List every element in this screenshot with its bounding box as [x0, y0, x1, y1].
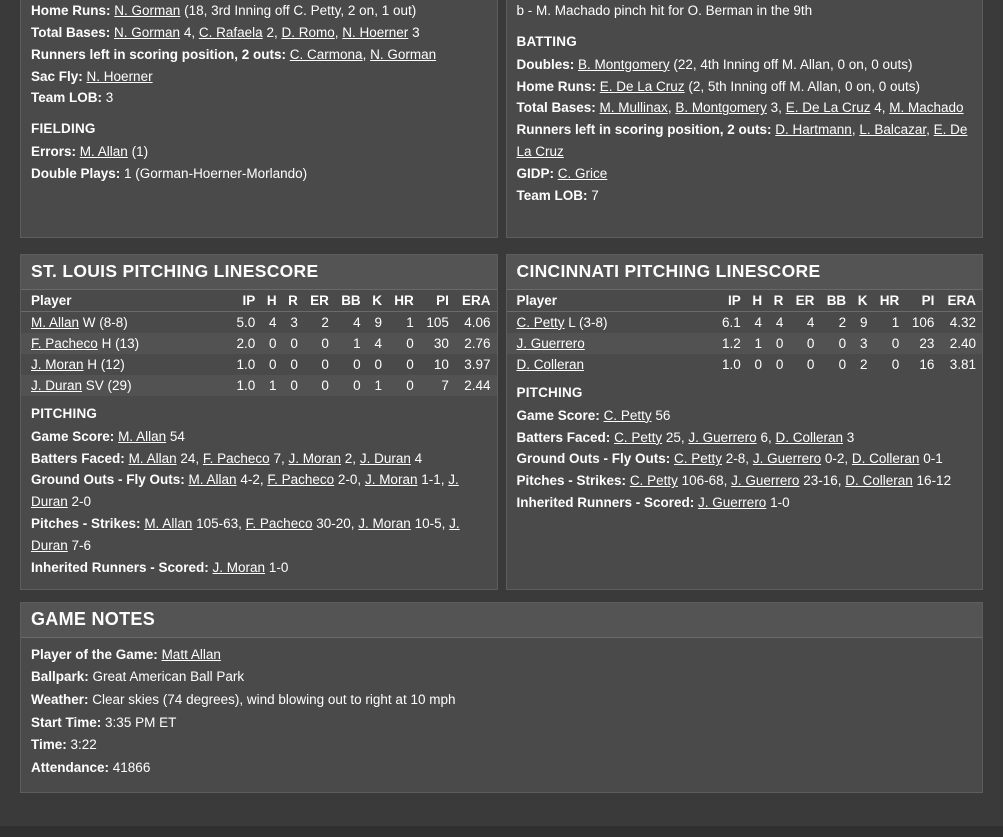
- home-tb-player-1[interactable]: M. Mullinax: [599, 100, 668, 116]
- home-risp-label: Runners left in scoring position, 2 outs:: [516, 122, 772, 138]
- ballpark-value: Great American Ball Park: [92, 669, 245, 685]
- away-go-player-2[interactable]: F. Pacheco: [267, 472, 335, 488]
- away-team-lob-value: 3: [105, 90, 114, 106]
- hr: 0: [873, 333, 905, 354]
- h: 4: [269, 314, 277, 330]
- away-go-value-4: 2-0: [71, 494, 92, 510]
- away-ps-value-4: 7-6: [71, 538, 92, 554]
- away-risp-player-1[interactable]: C. Carmona: [289, 46, 363, 62]
- home-doubles-detail: (22, 4th Inning off M. Allan, 0 on, 0 outs): [673, 56, 913, 72]
- attendance-label: Attendance:: [31, 760, 110, 776]
- away-errors-line: [31, 141, 487, 163]
- away-pitching-table: [21, 290, 497, 396]
- home-doubles-line: [517, 54, 973, 76]
- home-tb-sep-1: ,: [667, 100, 672, 116]
- bb: 0: [838, 356, 847, 372]
- col-h: H: [747, 290, 768, 312]
- r: 0: [283, 333, 304, 354]
- away-bf-value-4: 4: [414, 450, 423, 466]
- away-ps-player-3[interactable]: J. Moran: [358, 516, 411, 532]
- table-row: [21, 333, 497, 354]
- away-go-value-1: 4-2,: [240, 472, 264, 488]
- table-row: [507, 354, 983, 375]
- potg-player[interactable]: Matt Allan: [161, 646, 221, 662]
- r: 0: [775, 356, 784, 372]
- col-pi: PI: [905, 290, 940, 312]
- home-ps-player-3[interactable]: D. Colleran: [845, 473, 913, 489]
- away-batting-summary-panel: [20, 0, 498, 238]
- home-gidp-label: GIDP:: [516, 166, 555, 182]
- h: 0: [754, 356, 763, 372]
- home-batters-faced-line: [517, 427, 973, 449]
- col-bb: BB: [335, 290, 367, 312]
- away-total-bases-label: Total Bases:: [31, 24, 111, 40]
- table-row: [21, 311, 497, 333]
- home-go-player-3[interactable]: D. Colleran: [851, 451, 920, 467]
- away-pitching-notes: [21, 396, 497, 589]
- player-link[interactable]: J. Guerrero: [516, 335, 585, 351]
- away-tb-player-3[interactable]: D. Romo: [281, 24, 335, 40]
- bb: 0: [820, 333, 852, 354]
- away-game-score-line: [31, 426, 487, 448]
- home-risp-line: [517, 119, 973, 163]
- decision: L (3-8): [568, 314, 608, 330]
- k: 0: [374, 356, 382, 372]
- pi: 30: [420, 333, 455, 354]
- away-home-runs-detail: (18, 3rd Inning off C. Petty, 2 on, 1 out): [184, 3, 417, 18]
- away-tb-value-3: ,: [334, 24, 339, 40]
- away-ground-fly-line: [31, 469, 487, 513]
- away-home-runs-label: Home Runs:: [31, 3, 111, 18]
- home-pitches-strikes-line: [517, 470, 973, 492]
- player-of-the-game-line: [31, 644, 972, 667]
- home-risp-sep-2: ,: [926, 122, 930, 138]
- r: 0: [283, 375, 304, 396]
- era: 2.44: [455, 375, 497, 396]
- time-label: Time:: [31, 737, 67, 753]
- hr: 1: [891, 314, 900, 330]
- er: 4: [806, 314, 815, 330]
- decision: H (12): [87, 356, 125, 372]
- home-go-value-1: 2-8,: [725, 451, 750, 467]
- hr: 0: [388, 333, 420, 354]
- home-pitching-panel: [506, 254, 984, 590]
- away-ps-player-2[interactable]: F. Pacheco: [245, 516, 313, 532]
- time-line: [31, 734, 972, 757]
- home-pitching-notes: [507, 375, 983, 580]
- k: 4: [367, 333, 388, 354]
- away-inherited-runners-line: [31, 557, 487, 579]
- time-value: 3:22: [70, 737, 97, 753]
- home-total-bases-line: [517, 97, 973, 119]
- bb: 0: [335, 375, 367, 396]
- home-go-player-1[interactable]: C. Petty: [674, 451, 723, 467]
- home-tb-player-2[interactable]: B. Montgomery: [675, 100, 767, 116]
- col-k: K: [852, 290, 873, 312]
- era: 3.81: [949, 356, 976, 372]
- bb: 1: [335, 333, 367, 354]
- away-risp-label: Runners left in scoring position, 2 outs:: [31, 46, 287, 62]
- home-batting-title: BATTING: [516, 33, 577, 49]
- bb: 2: [838, 314, 847, 330]
- home-ps-value-2: 23-16,: [803, 473, 842, 489]
- col-hr: HR: [388, 290, 420, 312]
- pi: 7: [420, 375, 455, 396]
- weather-label: Weather:: [31, 692, 89, 708]
- away-pitching-title: PITCHING: [31, 405, 98, 421]
- player-link[interactable]: D. Colleran: [516, 356, 585, 372]
- k: 3: [852, 333, 873, 354]
- ballpark-line: [31, 666, 972, 689]
- col-er: ER: [304, 290, 335, 312]
- er: 0: [789, 333, 820, 354]
- home-tb-value-2: 3,: [770, 100, 782, 116]
- home-inherited-runners-line: [517, 492, 973, 514]
- col-k: K: [367, 290, 388, 312]
- game-notes-header: GAME NOTES: [21, 603, 982, 638]
- away-pitcher-cell-0: [21, 311, 230, 333]
- h: 0: [261, 333, 282, 354]
- er: 0: [806, 356, 815, 372]
- home-home-runs-detail: (2, 5th Inning off M. Allan, 0 on, 0 outs): [688, 78, 920, 94]
- away-go-player-4[interactable]: J. Duran: [31, 472, 459, 510]
- player-link[interactable]: F. Pacheco: [31, 335, 98, 351]
- away-errors-label: Errors:: [31, 144, 77, 160]
- away-team-lob-label: Team LOB:: [31, 90, 103, 106]
- home-doubles-label: Doubles:: [516, 56, 575, 72]
- player-link[interactable]: J. Duran: [31, 377, 83, 393]
- home-go-player-2[interactable]: J. Guerrero: [752, 451, 822, 467]
- home-total-bases-label: Total Bases:: [516, 100, 596, 116]
- away-errors-detail: (1): [131, 144, 149, 160]
- away-go-value-2: 2-0,: [337, 472, 362, 488]
- table-row: [507, 333, 983, 354]
- r: 3: [290, 314, 298, 330]
- k: 9: [374, 314, 382, 330]
- pi: 105: [426, 314, 449, 330]
- home-team-lob-value: 7: [591, 187, 599, 203]
- era: 4.32: [949, 314, 976, 330]
- away-irs-label: Inherited Runners - Scored:: [31, 559, 209, 575]
- col-pi: PI: [420, 290, 455, 312]
- home-irs-label: Inherited Runners - Scored:: [516, 495, 695, 511]
- away-fielding-title: FIELDING: [31, 121, 96, 137]
- away-double-plays-detail: 1 (Gorman-Hoerner-Morlando): [124, 166, 308, 182]
- h: 0: [269, 356, 277, 372]
- era: 2.76: [455, 333, 497, 354]
- away-home-runs-line: [31, 0, 487, 22]
- home-pitcher-cell-0: [507, 311, 716, 333]
- ip: 2.0: [230, 333, 261, 354]
- away-ps-player-4[interactable]: J. Duran: [31, 516, 460, 554]
- away-ps-player-1[interactable]: M. Allan: [144, 516, 193, 532]
- away-tb-player-4[interactable]: N. Hoerner: [342, 24, 409, 40]
- away-pitching-header-row: [21, 290, 497, 312]
- away-go-value-3: 1-1,: [421, 472, 445, 488]
- ip: 5.0: [236, 314, 256, 330]
- away-risp-sep: ,: [362, 46, 367, 62]
- game-notes-body: [21, 638, 982, 792]
- home-bf-player-1[interactable]: C. Petty: [614, 429, 663, 445]
- era: 3.97: [464, 356, 491, 372]
- hr: 0: [388, 375, 420, 396]
- pi: 106: [911, 314, 935, 330]
- home-home-runs-player[interactable]: E. De La Cruz: [599, 78, 685, 94]
- away-game-score-label: Game Score:: [31, 428, 115, 444]
- home-team-lob-line: [517, 185, 973, 207]
- top-summary-row: [0, 0, 1003, 238]
- home-bf-value-2: 6,: [760, 429, 772, 445]
- away-pitching-header: ST. LOUIS PITCHING LINESCORE: [21, 255, 497, 290]
- start-time-line: [31, 712, 972, 735]
- table-row: [21, 354, 497, 375]
- away-risp-player-2[interactable]: N. Gorman: [370, 46, 437, 62]
- away-tb-value-1: 4,: [183, 24, 196, 40]
- ip: 1.0: [230, 375, 261, 396]
- away-sac-fly-player[interactable]: N. Hoerner: [86, 68, 153, 84]
- away-tb-player-2[interactable]: C. Rafaela: [198, 24, 263, 40]
- home-pitching-header-row: [507, 290, 983, 312]
- pi: 23: [905, 333, 940, 354]
- away-go-player-3[interactable]: J. Moran: [364, 472, 418, 488]
- start-time-value: 3:35 PM ET: [105, 714, 177, 730]
- home-team-lob-label: Team LOB:: [516, 187, 588, 203]
- away-sac-fly-line: [31, 66, 487, 88]
- away-bf-value-3: 2,: [344, 450, 357, 466]
- ip: 1.0: [721, 356, 741, 372]
- away-sac-fly-label: Sac Fly:: [31, 68, 83, 84]
- away-tb-value-4: 3: [412, 24, 420, 40]
- home-home-runs-label: Home Runs:: [516, 78, 597, 94]
- home-risp-player-2[interactable]: L. Balcazar: [859, 122, 927, 138]
- away-go-player-1[interactable]: M. Allan: [188, 472, 237, 488]
- away-pitches-strikes-line: [31, 513, 487, 557]
- potg-label: Player of the Game:: [31, 646, 158, 662]
- col-ip: IP: [230, 290, 261, 312]
- away-ps-value-1: 105-63,: [196, 516, 242, 532]
- home-bf-value-1: 25,: [665, 429, 685, 445]
- decision: W (8-8): [82, 314, 128, 330]
- ip: 1.0: [236, 356, 256, 372]
- hr: 1: [406, 314, 414, 330]
- h: 4: [754, 314, 763, 330]
- away-pitcher-cell-3: [21, 375, 230, 396]
- h: 1: [261, 375, 282, 396]
- home-gidp-line: [517, 163, 973, 185]
- ip: 6.1: [721, 314, 741, 330]
- away-ps-value-3: 10-5,: [414, 516, 446, 532]
- player-link[interactable]: M. Allan: [31, 314, 80, 330]
- away-bf-value-2: 7,: [273, 450, 285, 466]
- start-time-label: Start Time:: [31, 714, 102, 730]
- col-hr: HR: [873, 290, 905, 312]
- away-irs-value-1: 1-0: [268, 559, 289, 575]
- home-game-score-value: 56: [655, 407, 671, 423]
- game-notes-wrap: [0, 590, 1003, 793]
- bb: 4: [353, 314, 361, 330]
- bottom-bar: [0, 826, 1003, 837]
- ip: 1.2: [716, 333, 747, 354]
- home-tb-player-4[interactable]: M. Machado: [889, 100, 964, 116]
- weather-line: [31, 689, 972, 712]
- home-bf-player-2[interactable]: J. Guerrero: [688, 429, 757, 445]
- attendance-value: 41866: [112, 760, 151, 776]
- away-tb-value-2: 2,: [266, 24, 278, 40]
- table-row: [507, 311, 983, 333]
- col-r: R: [768, 290, 789, 312]
- k: 2: [859, 356, 868, 372]
- home-risp-sep-1: ,: [851, 122, 856, 138]
- away-game-score-value: 54: [169, 428, 185, 444]
- col-h: H: [261, 290, 282, 312]
- home-game-score-line: [517, 405, 973, 427]
- era: 4.06: [464, 314, 491, 330]
- h: 1: [747, 333, 768, 354]
- home-irs-value-1: 1-0: [770, 495, 790, 511]
- home-tb-player-3[interactable]: E. De La Cruz: [785, 100, 871, 116]
- away-ps-value-2: 30-20,: [316, 516, 355, 532]
- col-player: Player: [21, 290, 230, 312]
- home-tb-value-3: 4,: [874, 100, 886, 116]
- pi: 10: [433, 356, 449, 372]
- away-home-runs-player[interactable]: N. Gorman: [114, 3, 181, 18]
- home-game-score-label: Game Score:: [516, 407, 600, 423]
- bb: 0: [353, 356, 361, 372]
- away-bf-label: Batters Faced:: [31, 450, 125, 466]
- r: 0: [290, 356, 298, 372]
- home-risp-player-1[interactable]: D. Hartmann: [775, 122, 852, 138]
- home-pitching-header: CINCINNATI PITCHING LINESCORE: [507, 255, 983, 290]
- home-risp-player-3[interactable]: E. De La Cruz: [516, 122, 968, 160]
- k: 9: [859, 314, 868, 330]
- er: 2: [321, 314, 329, 330]
- home-gidp-player[interactable]: C. Grice: [557, 166, 608, 182]
- home-go-value-2: 0-2,: [824, 451, 849, 467]
- col-bb: BB: [820, 290, 852, 312]
- home-go-value-3: 0-1: [923, 451, 943, 467]
- home-irs-player-1[interactable]: J. Guerrero: [698, 495, 767, 511]
- r: 4: [775, 314, 784, 330]
- away-team-lob-line: [31, 87, 487, 109]
- away-errors-player[interactable]: M. Allan: [79, 144, 128, 160]
- home-pitching-title: PITCHING: [516, 384, 583, 400]
- away-pitching-panel: [20, 254, 498, 590]
- home-ps-value-1: 106-68,: [681, 473, 728, 489]
- away-tb-player-1[interactable]: N. Gorman: [114, 24, 181, 40]
- col-player: Player: [507, 290, 716, 312]
- away-irs-player-1[interactable]: J. Moran: [212, 559, 266, 575]
- er: 0: [304, 333, 335, 354]
- col-era: ERA: [455, 290, 497, 312]
- away-double-plays-line: [31, 163, 487, 185]
- hr: 0: [406, 356, 414, 372]
- col-era: ERA: [940, 290, 982, 312]
- away-go-label: Ground Outs - Fly Outs:: [31, 472, 185, 488]
- home-pitcher-cell-2: [507, 354, 716, 375]
- bottom-spacer: [0, 793, 1003, 807]
- home-ps-value-3: 16-12: [916, 473, 952, 489]
- game-notes-panel: [20, 602, 983, 793]
- ballpark-label: Ballpark:: [31, 669, 89, 685]
- hr: 0: [891, 356, 900, 372]
- pitching-linescore-row: [0, 254, 1003, 590]
- era: 2.40: [940, 333, 982, 354]
- col-er: ER: [789, 290, 820, 312]
- away-pitcher-cell-1: [21, 333, 230, 354]
- col-r: R: [283, 290, 304, 312]
- away-double-plays-label: Double Plays:: [31, 166, 121, 182]
- away-bf-player-4[interactable]: J. Duran: [359, 450, 411, 466]
- home-bf-player-3[interactable]: D. Colleran: [775, 429, 843, 445]
- home-bf-value-3: 3: [846, 429, 855, 445]
- player-link[interactable]: J. Moran: [31, 356, 84, 372]
- home-pitching-table: [507, 290, 983, 375]
- away-pitcher-cell-2: [21, 354, 230, 375]
- er: 0: [321, 356, 329, 372]
- away-bf-player-2[interactable]: F. Pacheco: [202, 450, 270, 466]
- home-bf-label: Batters Faced:: [516, 429, 611, 445]
- home-go-label: Ground Outs - Fly Outs:: [516, 451, 671, 467]
- home-pitcher-cell-1: [507, 333, 716, 354]
- player-link[interactable]: C. Petty: [516, 314, 565, 330]
- away-ps-label: Pitches - Strikes:: [31, 516, 141, 532]
- home-home-runs-line: [517, 76, 973, 98]
- home-doubles-player[interactable]: B. Montgomery: [578, 56, 670, 72]
- home-ground-fly-line: [517, 448, 973, 470]
- home-game-score-player[interactable]: C. Petty: [603, 407, 652, 423]
- col-ip: IP: [716, 290, 747, 312]
- away-bf-player-1[interactable]: M. Allan: [128, 450, 177, 466]
- home-batting-summary-panel: [506, 0, 984, 238]
- home-pinch-hit-note: b - M. Machado pinch hit for O. Berman in the 9th: [516, 3, 813, 18]
- table-row: [21, 375, 497, 396]
- r: 0: [768, 333, 789, 354]
- away-bf-value-1: 24,: [180, 450, 200, 466]
- away-risp-line: [31, 44, 487, 66]
- home-ps-player-2[interactable]: J. Guerrero: [731, 473, 800, 489]
- weather-value: Clear skies (74 degrees), wind blowing out to right at 10 mph: [92, 692, 456, 708]
- away-batters-faced-line: [31, 448, 487, 470]
- home-ps-label: Pitches - Strikes:: [516, 473, 627, 489]
- pi: 16: [919, 356, 935, 372]
- attendance-line: [31, 757, 972, 780]
- home-ps-player-1[interactable]: C. Petty: [629, 473, 678, 489]
- k: 1: [367, 375, 388, 396]
- away-total-bases-line: [31, 22, 487, 44]
- away-game-score-player[interactable]: M. Allan: [118, 428, 167, 444]
- decision: H (13): [101, 335, 140, 351]
- decision: SV (29): [85, 377, 132, 393]
- er: 0: [304, 375, 335, 396]
- away-bf-player-3[interactable]: J. Moran: [288, 450, 342, 466]
